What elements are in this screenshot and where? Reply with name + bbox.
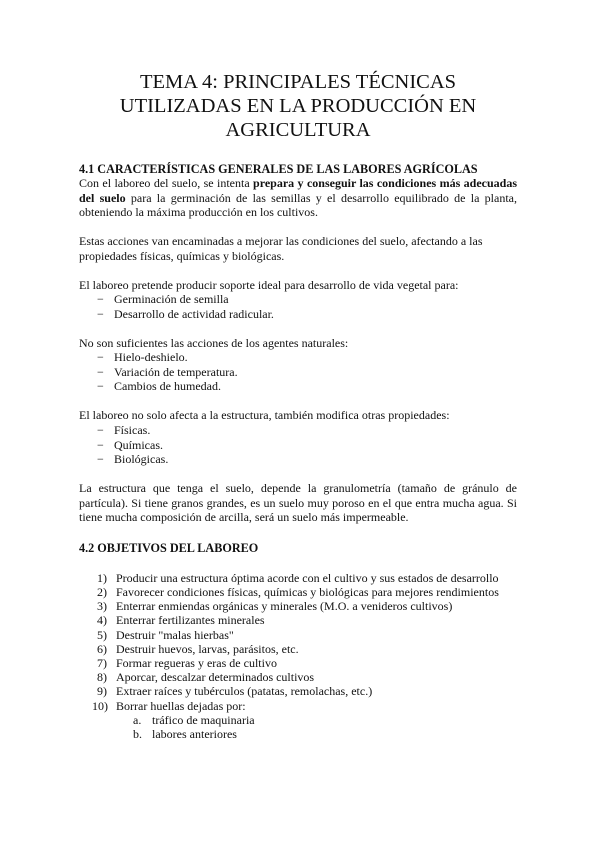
list-agentes-naturales (79, 350, 517, 394)
sublist-item: b. labores anteriores (133, 726, 237, 741)
list-item: 7) Formar regueras y eras de cultivo (97, 655, 277, 670)
title-line-2: UTILIZADAS EN LA PRODUCCIÓN EN (119, 95, 477, 117)
list-soporte (79, 292, 517, 321)
list-item: − Hielo-deshielo. (79, 350, 517, 365)
list-item: 3) Enterrar enmiendas orgánicas y minerales (M.O. a venideros cultivos) (97, 599, 453, 614)
list-item: − Germinación de semilla (79, 292, 517, 307)
list-item: 10) Borrar huellas dejadas por: a. tráfico de maquinaria b. labores anteriores (79, 699, 517, 742)
document-page (79, 70, 517, 741)
list-item: − Variación de temperatura. (79, 365, 517, 380)
section-1-paragraph-4: No son suficientes las acciones de los agentes naturales: (79, 335, 349, 350)
section-1-paragraph-6: La estructura que tenga el suelo, depende la granulometría (tamaño de gránulo de partícula). Si tiene granos grandes, es un suelo muy poroso en el que entra mucha agua. Si tiene mucha composición de arcilla, será un suelo más impermeable. (79, 481, 517, 525)
title-line-3: AGRICULTURA (225, 119, 371, 141)
sublist-item: a. tráfico de maquinaria (133, 712, 255, 727)
section-1-intro (79, 176, 517, 220)
list-item: − Biológicas. (79, 452, 517, 467)
list-item: 4) Enterrar fertilizantes minerales (97, 613, 265, 628)
list-item: 6) Destruir huevos, larvas, parásitos, etc. (97, 641, 299, 656)
list-item: 2) Favorecer condiciones físicas, químicas y biológicas para mejores rendimientos (97, 584, 499, 599)
objetivos-list (79, 571, 517, 741)
intro-text-post: para la germinación de las semillas y el desarrollo equilibrado de la planta, obteniendo la máxima producción en los cultivos. (79, 190, 517, 219)
section-1-paragraph-3: El laboreo pretende producir soporte ideal para desarrollo de vida vegetal para: (79, 277, 459, 292)
list-item: 9) Extraer raíces y tubérculos (patatas, remolachas, etc.) (97, 684, 373, 699)
list-item: 8) Aporcar, descalzar determinados cultivos (97, 670, 315, 685)
intro-text-pre: Con el laboreo del suelo, se intenta (79, 176, 254, 190)
list-item: − Físicas. (79, 423, 517, 438)
section-1-paragraph-5: El laboreo no solo afecta a la estructura, también modifica otras propiedades: (79, 408, 450, 423)
page-title (79, 70, 517, 142)
section-2-heading: 4.2 OBJETIVOS DEL LABOREO (79, 540, 259, 555)
list-item: − Químicas. (79, 438, 517, 453)
title-line-1: TEMA 4: PRINCIPALES TÉCNICAS (139, 71, 457, 93)
section-1-heading: 4.1 CARACTERÍSTICAS GENERALES DE LAS LABORES AGRÍCOLAS (79, 162, 478, 176)
section-1-paragraph-2: Estas acciones van encaminadas a mejorar las condiciones del suelo, afectando a las propiedades físicas, químicas y biológicas. (79, 234, 483, 263)
list-propiedades (79, 423, 517, 467)
list-item: − Desarrollo de actividad radicular. (79, 307, 517, 322)
huellas-sublist (116, 713, 517, 741)
list-item: 5) Destruir "malas hierbas" (97, 627, 234, 642)
list-item: − Cambios de humedad. (79, 379, 517, 394)
list-item: 1) Producir una estructura óptima acorde con el cultivo y sus estados de desarrollo (97, 570, 499, 585)
intro-text-bold: prepara y conseguir las condiciones más adecuadas del suelo (79, 176, 517, 205)
